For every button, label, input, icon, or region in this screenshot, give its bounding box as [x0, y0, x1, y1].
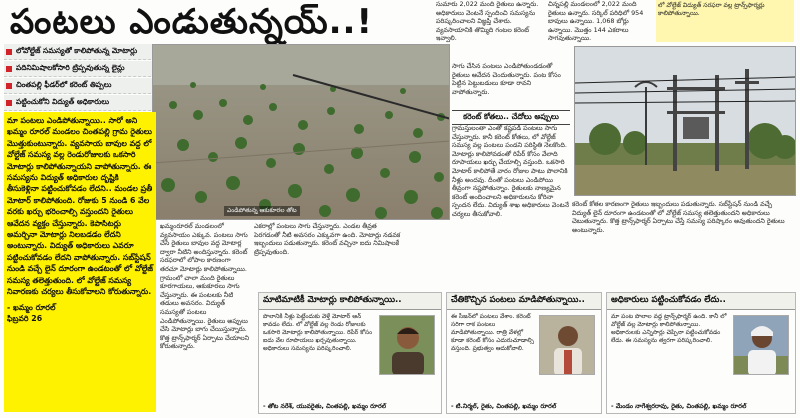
bullet-marker-icon — [6, 83, 12, 89]
body-column-c: సాగు చేసిన పంటలు ఎండిపోతుండడంతో రైతులు ఆవేదన చెందుతున్నారు. పంట కోసం పెట్టిన పెట్టుబడులు కూడా రావని వాపోతున్నారు. — [452, 62, 561, 96]
quote-section-2 — [446, 292, 602, 414]
photo-caption: ఎండిపోతున్న ఆకుకూరల తోట — [224, 206, 300, 216]
lead-paragraph: మా పంటలు ఎండిపోతున్నాయి.. సారో అని ఖమ్మం రూరల్ మండలం చింతపల్లి గ్రామ రైతులు మొత్తుకుంటున్నారు. వ్యవసాయ బావుల వద్ద లో వోల్టేజ్ సమస్య వల్ల రెండురోజులకు ఒకసారి మోటార్లు కాలిపోతున్నాయని వాపోతున్నారు. ఈ సమస్యను విద్యుత్ అధికారుల దృష్టికి తీసుకెళ్లినా పట్టించుకోవడం లేదని.. మండల ప్రతీ మోటార్ కాలిపోతుంది. రోజుకు 5 నుండి 6 వేల వరకు ఖర్చు భరించాల్సి వస్తుందని రైతులు ఆవేదన వ్యక్తం చేస్తున్నారు. కెపాసిటర్లు అమర్చినా మోటార్లు నిలబడడం లేదని అంటున్నారు. విద్యుత్ అధికారులు ఎవరూ పట్టించుకోవడం లేదని వాపోతున్నారు. సబ్‌స్టేషన్ నుండి వచ్చే లైన్ దూరంగా ఉండటంతో లో వోల్టేజ్ సమస్య తలెత్తుతుంది. లో వోల్టేజ్ సమస్య నివారణకు చర్యలు తీసుకోవాలని కోరుతున్నారు. — [7, 116, 153, 297]
dateline: - ఖమ్మం రూరల్ — [7, 302, 56, 312]
bullet-item — [4, 78, 156, 94]
bullet-text: లోవోల్టేజ్ సమస్యతో కాలిపోతున్న మోటార్లు — [16, 46, 138, 55]
bullet-text: చింతపల్లి ఫీడర్‌లో కరెంట్ తిప్పలు — [16, 80, 112, 89]
body-column-e: కరెంట్ కోతల కారణంగా రైతులు ఇబ్బందులు పడుతున్నారు. సబ్‌స్టేషన్ నుండి వచ్చే విద్యుత్ లైన్ దూరంగా ఉండటంతో లో వోల్టేజ్ సమస్య తలెత్తుతుందని అధికారులు చెబుతున్నారు. కొత్త ట్రాన్స్‌ఫార్మర్ ఏర్పాటు చేస్తే సమస్య పరిష్కారం అవుతుందని రైతులు అంటున్నారు. — [572, 200, 785, 234]
person-photo-icon — [540, 316, 595, 375]
subheading: కరెంట్ కోతలు.. చేదోలు అప్పులు — [452, 110, 570, 125]
top-column-b: చిన్నపల్లి మండలంలో 2,022 మంది రైతులు ఉన్నారు. సర్కిల్ పరిధిలో 954 బావులు ఉన్నాయి. 1,068 బోర్లు ఉన్నాయి. మొత్తం 144 ఎకరాలు సాగవుతున్నాయి. — [548, 0, 644, 43]
field-photo-image — [153, 45, 450, 220]
lead-paragraph-box — [4, 112, 156, 412]
field-photo — [152, 44, 450, 220]
bullet-text: పట్టించుకోని విద్యుత్ అధికారులు — [16, 97, 110, 106]
power-pole-photo — [574, 46, 796, 196]
bullet-item — [4, 95, 156, 111]
bullet-item — [4, 44, 156, 60]
quote-title: అధికారులు పట్టించుకోవడం లేదు.. — [607, 293, 795, 310]
quote-credit: - తోట నరేశ్, యువరైతు, చింతపల్లి, ఖమ్మం రూరల్ — [263, 403, 386, 410]
bullet-marker-icon — [6, 66, 12, 72]
farmer-portrait-2 — [539, 315, 595, 375]
quote-section-1 — [258, 292, 442, 414]
bullet-marker-icon — [6, 49, 12, 55]
top-column-a: సుమారు 2,022 మంది రైతులు ఉన్నారు. అధికారులు వెంటనే స్పందించి సమస్యను పరిష్కరించాలని విజ్ఞప్తి చేశారు. వ్యవసాయానికి తొమ్మిది గంటల కరెంట్ ఇవ్వాలి. — [436, 0, 539, 43]
side-note-box: లో వోల్టేజ్ విద్యుత్ సరఫరా వల్ల ట్రాన్స్‌ఫార్మర్లు కాలిపోతున్నాయి. — [656, 0, 794, 42]
person-photo-icon — [380, 316, 435, 375]
body-column-d: గ్రామస్తులంతా ఎంతో కష్టపడి పంటలు సాగు చేస్తున్నారు. కానీ కరెంట్ కోతలు, లో వోల్టేజ్ సమస్య వల్ల పంటలు పండని పరిస్థితి నెలకొంది. మోటార్లు కాలిపోవడంతో రిపేర్ కోసం వేలాది రూపాయలు ఖర్చు చేయాల్సి వస్తుంది. ఒకసారి మోటార్ కాలిపోతే వారం రోజుల పాటు పొలానికి నీళ్లు అందవు. దీంతో పంటలు ఎండిపోయి తీవ్రంగా నష్టపోతున్నాం. రైతులకు నాణ్యమైన కరెంట్ అందించాలని అధికారులను కోరినా స్పందన లేదు. విద్యుత్ శాఖ అధికారులు వెంటనే చర్యలు తీసుకోవాలి. — [452, 124, 569, 218]
bullet-list — [4, 44, 156, 112]
person-photo-icon — [734, 316, 789, 375]
headline: పంటలు ఎండుతున్నయ్..! — [10, 2, 373, 42]
quote-body: ఈ సీజన్‌లో పంటలు వేశాం. కరెంట్ సరిగా రాక పంటలు మాడిపోతున్నాయి. రాత్రి వేళల్లో కూడా కరెంట్ కోసం ఎదురుచూడాల్సి వస్తుంది. ప్రభుత్వం ఆదుకోవాలి. — [451, 313, 534, 353]
quote-credit: - టి.నిర్మల్, రైతు, చింతపల్లి, ఖమ్మం రూరల్ — [451, 403, 557, 410]
power-pole-image — [575, 47, 796, 196]
quote-section-3 — [606, 292, 796, 414]
bullet-text: పదినిమిషాలకోసారి ట్రిప్పవుతున్న లైన్లు — [16, 63, 125, 72]
quote-credit: - మేండం నాగేశ్వరరావు, రైతు, చింతపల్లి, ఖమ్మం రూరల్ — [611, 403, 747, 410]
bullet-item — [4, 61, 156, 77]
quote-body: పొలానికి నీళ్లు పెట్టేందుకు వెళ్తే మోటార్ ఆన్ కావడం లేదు. లో వోల్టేజ్ వల్ల రెండు రోజులకు ఒకసారి మోటార్లు కాలిపోతున్నాయి. రిపేర్ కోసం ఐదు వేల రూపాయలు ఖర్చవుతున్నాయి. అధికారులు సమస్యను పరిష్కరించాలి. — [263, 313, 373, 353]
quote-title: మాటిమాటికీ మోటార్లు కాలిపోతున్నాయి.. — [259, 293, 441, 310]
body-column-3: ఎకరాల్లో పంటలు సాగు చేస్తున్నారు. ఎండల తీవ్రత పెరగడంతో నీటి అవసరం ఎక్కువగా ఉంది. మోటార్లు నడవక ఇబ్బందులు పడుతున్నారు. కరెంట్ వచ్చినా ఐదు నిమిషాలకే ట్రిప్పవుతుంది. — [254, 222, 401, 256]
farmer-portrait-1 — [379, 315, 435, 375]
body-column-2: ఖమ్మంరూరల్ మండలంలో వ్యవసాయం ఎక్కువ. పంటలు సాగు చేసే రైతులు బావుల వద్ద మోటార్ల ద్వారా నీటిని అందిస్తున్నారు. కరెంట్ సరఫరాలో లోపాల కారణంగా తరచూ మోటార్లు కాలిపోతున్నాయి. గ్రామంలో చాలా మంది రైతులు కూరగాయలు, ఆకుకూరలు సాగు చేస్తున్నారు. ఈ పంటలకు నీటి తడులు అవసరం. విద్యుత్ సమస్యతో పంటలు ఎండిపోతున్నాయి. రైతులు అప్పులు చేసి మోటార్లు బాగు చేయిస్తున్నారు. కొత్త ట్రాన్స్‌ఫార్మర్ ఏర్పాటు చేయాలని కోరుతున్నారు. — [160, 222, 250, 351]
date: ఫిబ్రవరి 26 — [7, 313, 43, 323]
quote-title: చేతికొచ్చిన పంటలు మాడిపోతున్నాయి.. — [447, 293, 601, 310]
quote-body: మా పంట పొలాల వద్ద ట్రాన్స్‌ఫార్మర్ ఉంది. కానీ లో వోల్టేజ్ వల్ల మోటార్లు కాలిపోతున్నాయి. అధికారులకు ఎన్నిసార్లు చెప్పినా పట్టించుకోవడం లేదు. ఈ సమస్యను త్వరగా పరిష్కరించాలి. — [611, 313, 727, 345]
farmer-portrait-3 — [733, 315, 789, 375]
bullet-marker-icon — [6, 100, 12, 106]
